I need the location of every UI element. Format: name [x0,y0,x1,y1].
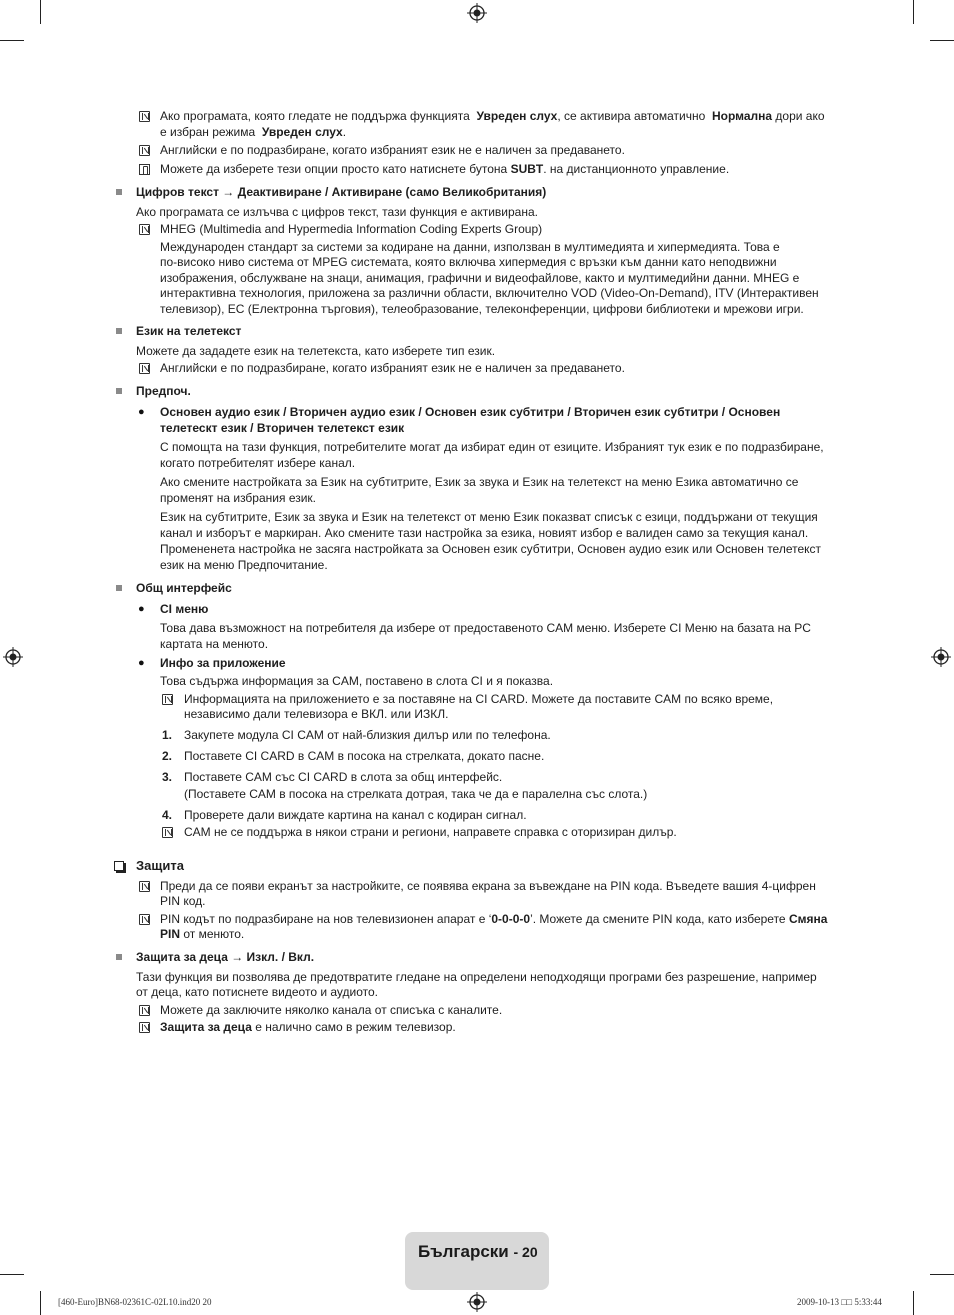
paragraph-line: Това дава възможност на потребителя да избере от предоставеното CAM меню. Изберете CI Меню на базата на PC [160,621,811,635]
section-heading: Общ интерфейс [136,581,232,595]
registration-mark-icon [467,3,487,23]
crop-mark [40,1291,41,1315]
note-line: Ако програмата, която гледате не поддържа функцията Увреден слух, се активира автоматично Нормална дори ако [160,109,825,123]
note-line: Преди да се появи екранът за настройките, се появява екрана за въвеждане на PIN кода. Въведете вашия 4-цифрен [160,879,816,893]
list-item-title: Основен аудио език / Вторичен аудио език / Основен език субтитри / Вторичен език субтитри / Основен [160,405,781,419]
section-bullet-icon [116,328,122,334]
registration-mark-icon [467,1292,487,1312]
note-line: Защита за деца е налично само в режим телевизор. [160,1020,456,1034]
section-heading: Език на телетекст [136,324,242,338]
paragraph-line: когато потребителят избере канал. [160,456,356,470]
paragraph-line: Тази функция ви позволява де предотвратите гледане на определени неподходящи програми без разрешение, например [136,970,817,984]
section-heading: Защита за деца → Изкл. / Вкл. [136,950,315,964]
crop-mark [913,1291,914,1315]
note-icon [139,1022,150,1033]
step-text: (Поставете CAM в посока на стрелката дотрая, така че да е паралелна със слота.) [184,787,648,801]
step-text: Проверете дали виждате картина на канал с кодиран сигнал. [184,808,527,822]
crop-mark [40,0,41,24]
list-bullet-icon: ● [138,406,145,418]
section-bullet-icon [116,954,122,960]
crop-mark [930,1274,954,1275]
section-bullet-icon [116,585,122,591]
note-line: е избран режима Увреден слух. [160,125,347,139]
section-bullet-icon [116,388,122,394]
registration-mark-icon [931,647,951,667]
paragraph: Ако програмата се излъчва с цифров текст, тази функция е активирана. [136,205,538,219]
step-number: 4. [162,808,173,822]
section-bullet-icon [116,189,122,195]
section-heading: Защита [136,858,184,873]
registration-mark-icon [3,647,23,667]
step-text: Закупете модула CI CAM от най-близкия дилър или по телефона. [184,728,551,742]
step-text: Поставете CI CARD в CAM в посока на стрелката, докато пасне. [184,749,545,763]
note-line: Информацията на приложението е за поставяне на CI CARD. Можете да поставите CAM по всяко време, [184,692,774,706]
step-number: 1. [162,728,173,742]
section-heading: Цифров текст → Деактивиране / Активиране (само Великобритания) [136,185,547,199]
list-item-title: телетескт език / Вторичен телетекст език [160,421,405,435]
page-number [418,1242,538,1262]
remote-control-icon [139,164,150,175]
note-icon [139,363,150,374]
note-icon [139,914,150,925]
paragraph-line: Това съдържа информация за CAM, поставено в слота CI и я показва. [160,674,554,688]
paragraph-line: Ако смените настройката за Език на субтитрите, Език за звука и Език на телетекст на меню Езика автоматично се [160,475,799,489]
note-line: Можете да заключите няколко канала от списъка с каналите. [160,1003,503,1017]
section-heading: Предпоч. [136,384,191,398]
language-label: Български [418,1242,509,1261]
note-line: Английски е по подразбиране, когато избраният език не е наличен за предаването. [160,361,625,375]
print-slug-file: [460-Euro]BN68-02361C-02L10.ind20 20 [58,1297,212,1307]
paragraph-line: телевизор), EC (Електронна търговия), телеобразование, телеконференции, цифрови библиотеки и мрежови игри. [160,302,804,316]
paragraph-line: С помощта на тази функция, потребителите могат да избират един от езиците. Избраният тук език е по подразбиране, [160,440,824,454]
paragraph-line: Международен стандарт за системи за кодиране на данни, използван в мултимедията и хипермедията. Това е [160,240,780,254]
note-line: MHEG (Multimedia and Hypermedia Information Coding Experts Group) [160,222,543,236]
page-number-value: - 20 [513,1244,538,1260]
paragraph-line: от деца, като потиснете видеото и аудиото. [136,985,378,999]
step-number: 2. [162,749,173,763]
list-item-title: CI меню [160,602,209,616]
paragraph-line: по-високо ниво система от MPEG системата, която включва хипермедия с връзки към данни като неподвижни [160,255,777,269]
paragraph-line: интерактивна технология, приложена за различни области, включително VOD (Video-On-Demand), ITV (Интерактивен [160,286,819,300]
note-icon [139,111,150,122]
paragraph-line: канал и изборът е маркиран. Ако смените тази настройка за езика, новият избор е валиден само за текущия канал. [160,526,809,540]
paragraph-line: Език на субтитрите, Език за звука и Език на телетекст от меню Език показват списък с езици, поддържани от текущия [160,510,818,524]
step-text: Поставете CAM със CI CARD в слота за общ интерфейс. [184,770,503,784]
crop-mark [913,0,914,24]
list-item-title: Инфо за приложение [160,656,286,670]
note-line: PIN код. [160,894,206,908]
note-icon [139,145,150,156]
print-slug-date: 2009-10-13 □□ 5:33:44 [797,1297,882,1307]
note-icon [162,694,173,705]
paragraph-line: картата на менюто. [160,637,269,651]
note-line: CAM не се поддържа в някои страни и региони, направете справка с оторизиран дилър. [184,825,677,839]
checkbox-bullet-icon [114,861,124,871]
paragraph-line: изображения, обслужване на знаци, анимация, графични и видеофайлове, както и мултимедийни данни. MHEG е [160,271,800,285]
note-icon [139,224,150,235]
crop-mark [0,1274,24,1275]
paragraph: Можете да зададете език на телетекста, като изберете тип език. [136,344,496,358]
note-line: Английски е по подразбиране, когато избраният език не е наличен за предаването. [160,143,625,157]
note-icon [139,881,150,892]
note-line: Можете да изберете тези опции просто като натиснете бутона SUBT. на дистанционното управление. [160,162,730,176]
paragraph-line: Промененета настройка не засяга настройката за Основен език субтитри, Основен аудио език или Основен телетекст [160,542,822,556]
note-icon [162,827,173,838]
crop-mark [930,40,954,41]
note-icon [139,1005,150,1016]
note-line: PIN от менюто. [160,927,245,941]
note-line: независимо дали телевизора е ВКЛ. или ИЗКЛ. [184,707,449,721]
crop-mark [0,40,24,41]
paragraph-line: променят на избрания език. [160,491,317,505]
list-bullet-icon: ● [138,603,145,615]
list-bullet-icon: ● [138,657,145,669]
note-line: PIN кодът по подразбиране на нов телевизионен апарат е ‘0-0-0-0’. Можете да смените PIN кода, като изберете Смяна [160,912,828,926]
step-number: 3. [162,770,173,784]
paragraph-line: език на меню Предпочитание. [160,558,328,572]
